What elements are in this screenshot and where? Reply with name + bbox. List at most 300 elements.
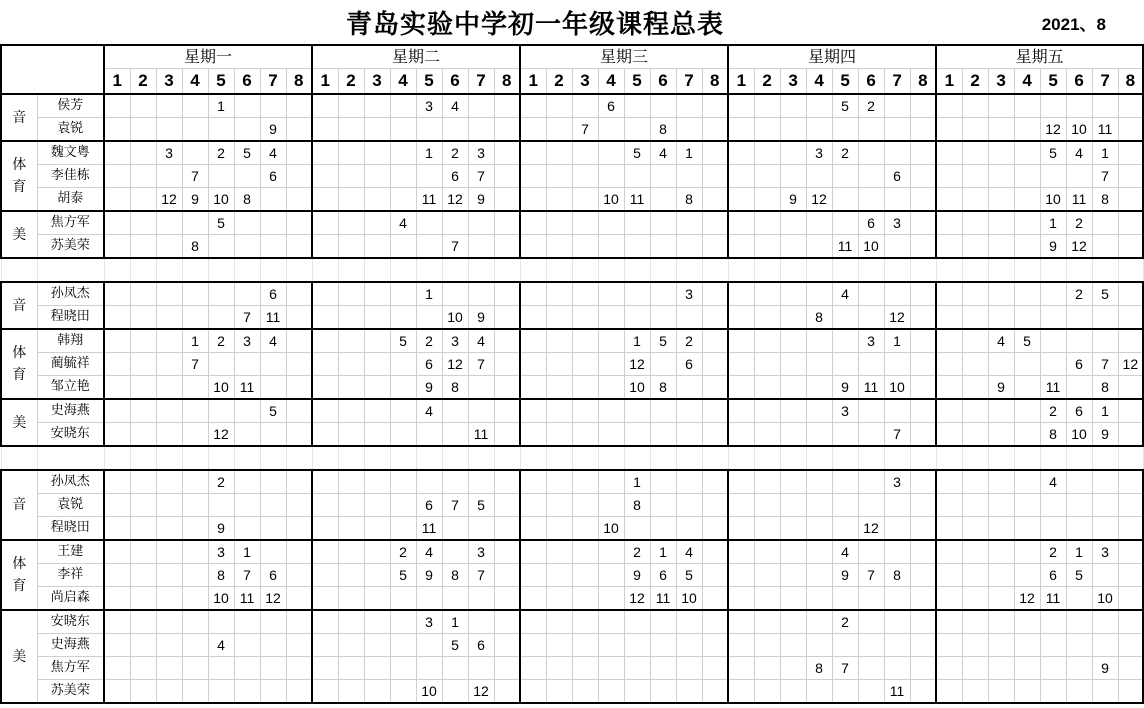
schedule-cell	[208, 680, 234, 704]
schedule-cell: 2	[442, 141, 468, 165]
empty-cell	[1014, 258, 1040, 282]
schedule-cell: 10	[598, 517, 624, 541]
schedule-cell	[988, 188, 1014, 212]
schedule-cell	[1118, 423, 1143, 447]
schedule-cell	[130, 376, 156, 400]
schedule-cell	[728, 680, 754, 704]
schedule-cell	[702, 306, 728, 330]
schedule-cell	[494, 211, 520, 235]
schedule-cell	[416, 587, 442, 611]
empty-cell	[520, 258, 546, 282]
schedule-cell	[780, 329, 806, 353]
schedule-cell	[598, 376, 624, 400]
schedule-cell	[728, 118, 754, 142]
schedule-cell	[728, 188, 754, 212]
schedule-cell	[338, 564, 364, 587]
schedule-cell	[910, 610, 936, 634]
schedule-cell	[260, 94, 286, 118]
schedule-cell	[936, 657, 962, 680]
schedule-cell	[624, 118, 650, 142]
schedule-cell: 5	[624, 141, 650, 165]
schedule-cell	[572, 235, 598, 259]
period-number: 6	[858, 69, 884, 95]
period-number: 7	[1092, 69, 1118, 95]
schedule-cell	[312, 188, 338, 212]
schedule-cell	[650, 517, 676, 541]
schedule-cell: 6	[676, 353, 702, 376]
schedule-cell	[1066, 517, 1092, 541]
schedule-cell	[364, 376, 390, 400]
schedule-cell	[1040, 353, 1066, 376]
schedule-cell	[1118, 540, 1143, 564]
teacher-name: 安晓东	[37, 423, 104, 447]
schedule-cell	[728, 399, 754, 423]
schedule-cell	[520, 94, 546, 118]
period-number: 4	[182, 69, 208, 95]
schedule-cell	[312, 282, 338, 306]
schedule-cell: 4	[988, 329, 1014, 353]
empty-cell	[650, 446, 676, 470]
schedule-cell	[598, 211, 624, 235]
schedule-cell	[728, 517, 754, 541]
schedule-cell	[104, 141, 130, 165]
empty-cell	[1040, 446, 1066, 470]
table-row	[1, 329, 1143, 353]
schedule-cell	[572, 610, 598, 634]
schedule-cell	[286, 376, 312, 400]
schedule-cell	[572, 540, 598, 564]
schedule-cell	[754, 188, 780, 212]
schedule-cell	[546, 470, 572, 494]
empty-cell	[806, 258, 832, 282]
schedule-cell	[884, 610, 910, 634]
schedule-cell	[286, 564, 312, 587]
schedule-cell	[936, 165, 962, 188]
period-number: 5	[1040, 69, 1066, 95]
schedule-cell: 7	[468, 353, 494, 376]
schedule-cell	[286, 470, 312, 494]
schedule-cell	[884, 141, 910, 165]
schedule-cell	[728, 564, 754, 587]
empty-cell	[1, 446, 37, 470]
schedule-cell	[1014, 282, 1040, 306]
schedule-cell	[650, 211, 676, 235]
table-row	[1, 165, 1143, 188]
schedule-cell	[728, 610, 754, 634]
subject-category	[1, 211, 37, 258]
schedule-cell	[130, 211, 156, 235]
schedule-cell	[520, 235, 546, 259]
schedule-cell	[858, 188, 884, 212]
schedule-cell	[104, 235, 130, 259]
schedule-cell: 11	[624, 188, 650, 212]
schedule-cell	[1066, 494, 1092, 517]
schedule-cell	[546, 94, 572, 118]
schedule-cell	[936, 376, 962, 400]
schedule-cell	[702, 423, 728, 447]
schedule-cell	[1092, 610, 1118, 634]
schedule-cell	[858, 306, 884, 330]
schedule-cell	[390, 235, 416, 259]
period-number: 4	[598, 69, 624, 95]
schedule-cell	[182, 540, 208, 564]
schedule-cell: 12	[442, 188, 468, 212]
schedule-cell	[390, 494, 416, 517]
schedule-cell: 6	[416, 494, 442, 517]
schedule-cell: 12	[208, 423, 234, 447]
schedule-cell	[884, 587, 910, 611]
schedule-cell: 12	[468, 680, 494, 704]
empty-cell	[520, 446, 546, 470]
schedule-cell	[1014, 517, 1040, 541]
schedule-cell: 7	[468, 564, 494, 587]
schedule-cell	[858, 494, 884, 517]
schedule-cell	[962, 564, 988, 587]
schedule-cell: 7	[1092, 353, 1118, 376]
schedule-cell	[754, 423, 780, 447]
schedule-cell	[1118, 235, 1143, 259]
schedule-cell	[494, 423, 520, 447]
schedule-cell: 3	[832, 399, 858, 423]
schedule-cell	[338, 399, 364, 423]
schedule-cell	[962, 329, 988, 353]
day-header: 星期四	[728, 45, 936, 69]
empty-cell	[182, 446, 208, 470]
schedule-cell	[1040, 94, 1066, 118]
schedule-cell: 8	[1040, 423, 1066, 447]
title-bar	[0, 0, 1144, 44]
period-number: 6	[442, 69, 468, 95]
table-row	[1, 94, 1143, 118]
period-number: 3	[364, 69, 390, 95]
schedule-cell	[572, 470, 598, 494]
schedule-cell	[364, 399, 390, 423]
schedule-cell	[676, 94, 702, 118]
empty-cell	[208, 446, 234, 470]
schedule-cell	[806, 118, 832, 142]
schedule-cell	[754, 141, 780, 165]
schedule-cell	[442, 118, 468, 142]
schedule-cell	[130, 329, 156, 353]
schedule-cell	[1118, 680, 1143, 704]
period-number: 5	[208, 69, 234, 95]
table-row	[1, 564, 1143, 587]
schedule-cell	[988, 587, 1014, 611]
schedule-cell	[754, 165, 780, 188]
schedule-cell: 12	[806, 188, 832, 212]
schedule-cell	[936, 610, 962, 634]
schedule-cell	[130, 235, 156, 259]
schedule-cell	[728, 94, 754, 118]
schedule-cell: 3	[884, 470, 910, 494]
schedule-cell	[104, 680, 130, 704]
schedule-cell	[962, 235, 988, 259]
schedule-cell	[832, 423, 858, 447]
schedule-cell	[1066, 329, 1092, 353]
schedule-cell	[156, 165, 182, 188]
schedule-cell	[598, 634, 624, 657]
schedule-cell	[754, 399, 780, 423]
schedule-cell	[650, 399, 676, 423]
schedule-cell: 2	[416, 329, 442, 353]
schedule-cell	[494, 634, 520, 657]
schedule-cell	[702, 634, 728, 657]
schedule-cell	[728, 235, 754, 259]
schedule-cell	[338, 306, 364, 330]
schedule-cell	[702, 399, 728, 423]
schedule-cell	[104, 564, 130, 587]
schedule-cell	[962, 657, 988, 680]
schedule-cell	[338, 282, 364, 306]
subject-category	[1, 282, 37, 329]
schedule-cell	[156, 399, 182, 423]
schedule-cell	[546, 165, 572, 188]
schedule-cell	[390, 657, 416, 680]
schedule-cell	[338, 680, 364, 704]
schedule-cell	[910, 399, 936, 423]
empty-cell	[598, 446, 624, 470]
schedule-cell	[754, 329, 780, 353]
empty-cell	[286, 446, 312, 470]
empty-cell	[468, 446, 494, 470]
schedule-cell	[312, 141, 338, 165]
schedule-cell	[936, 141, 962, 165]
schedule-cell: 7	[442, 235, 468, 259]
schedule-cell	[416, 423, 442, 447]
schedule-cell	[494, 610, 520, 634]
teacher-name: 李祥	[37, 564, 104, 587]
schedule-cell	[910, 376, 936, 400]
schedule-cell	[910, 470, 936, 494]
schedule-cell	[494, 94, 520, 118]
schedule-cell	[1118, 211, 1143, 235]
teacher-name: 安晓东	[37, 610, 104, 634]
schedule-cell	[1040, 282, 1066, 306]
schedule-cell	[1092, 517, 1118, 541]
schedule-cell	[130, 657, 156, 680]
schedule-cell: 9	[416, 564, 442, 587]
separator-row	[1, 446, 1143, 470]
schedule-cell	[338, 540, 364, 564]
schedule-cell: 10	[884, 376, 910, 400]
schedule-cell	[754, 94, 780, 118]
schedule-cell	[754, 211, 780, 235]
empty-cell	[780, 258, 806, 282]
schedule-cell	[832, 329, 858, 353]
schedule-cell	[364, 680, 390, 704]
schedule-cell: 2	[624, 540, 650, 564]
schedule-cell	[364, 657, 390, 680]
teacher-name: 焦方军	[37, 211, 104, 235]
schedule-cell	[858, 165, 884, 188]
schedule-cell	[442, 470, 468, 494]
empty-cell	[156, 446, 182, 470]
schedule-cell	[598, 610, 624, 634]
period-number: 3	[156, 69, 182, 95]
schedule-cell	[780, 494, 806, 517]
schedule-cell	[156, 376, 182, 400]
schedule-cell	[130, 141, 156, 165]
schedule-cell	[572, 634, 598, 657]
schedule-cell	[104, 211, 130, 235]
schedule-cell	[494, 517, 520, 541]
schedule-cell: 1	[624, 329, 650, 353]
empty-cell	[234, 258, 260, 282]
schedule-cell	[104, 494, 130, 517]
schedule-cell	[728, 211, 754, 235]
schedule-cell	[1066, 634, 1092, 657]
schedule-cell	[598, 353, 624, 376]
schedule-cell	[702, 587, 728, 611]
separator-row	[1, 258, 1143, 282]
schedule-cell: 7	[858, 564, 884, 587]
schedule-cell	[182, 282, 208, 306]
schedule-cell: 9	[208, 517, 234, 541]
schedule-cell	[104, 587, 130, 611]
schedule-cell	[650, 657, 676, 680]
schedule-cell	[572, 376, 598, 400]
schedule-cell	[780, 610, 806, 634]
schedule-cell: 1	[650, 540, 676, 564]
schedule-cell	[104, 165, 130, 188]
schedule-cell	[884, 282, 910, 306]
schedule-cell	[572, 165, 598, 188]
schedule-cell	[468, 94, 494, 118]
schedule-cell: 8	[650, 118, 676, 142]
schedule-cell	[702, 235, 728, 259]
schedule-cell: 4	[416, 399, 442, 423]
schedule-cell	[754, 587, 780, 611]
schedule-cell	[390, 118, 416, 142]
schedule-cell	[104, 634, 130, 657]
schedule-cell	[1066, 165, 1092, 188]
schedule-cell	[338, 118, 364, 142]
schedule-cell	[1014, 94, 1040, 118]
schedule-cell: 12	[260, 587, 286, 611]
empty-cell	[494, 258, 520, 282]
schedule-cell	[312, 94, 338, 118]
schedule-cell: 4	[650, 141, 676, 165]
period-number: 2	[338, 69, 364, 95]
subject-category	[1, 470, 37, 540]
empty-cell	[338, 258, 364, 282]
schedule-cell	[156, 470, 182, 494]
schedule-cell	[1118, 470, 1143, 494]
schedule-cell: 2	[208, 470, 234, 494]
schedule-cell: 5	[832, 94, 858, 118]
schedule-cell	[910, 211, 936, 235]
schedule-cell	[104, 376, 130, 400]
schedule-cell	[936, 540, 962, 564]
schedule-cell	[416, 306, 442, 330]
table-row	[1, 188, 1143, 212]
schedule-cell	[520, 376, 546, 400]
empty-cell	[1066, 446, 1092, 470]
empty-cell	[884, 446, 910, 470]
schedule-cell	[884, 235, 910, 259]
schedule-cell	[338, 141, 364, 165]
schedule-cell	[390, 470, 416, 494]
schedule-cell: 10	[1066, 118, 1092, 142]
schedule-cell	[234, 353, 260, 376]
schedule-cell	[832, 587, 858, 611]
schedule-cell: 12	[1040, 118, 1066, 142]
schedule-cell	[156, 118, 182, 142]
schedule-cell	[312, 423, 338, 447]
schedule-cell	[338, 376, 364, 400]
schedule-cell: 6	[598, 94, 624, 118]
schedule-cell: 8	[442, 376, 468, 400]
schedule-cell	[572, 680, 598, 704]
schedule-cell	[676, 680, 702, 704]
day-header: 星期三	[520, 45, 728, 69]
schedule-cell	[702, 657, 728, 680]
schedule-cell	[520, 680, 546, 704]
schedule-cell	[806, 235, 832, 259]
schedule-cell: 5	[208, 211, 234, 235]
schedule-cell	[572, 353, 598, 376]
period-number: 4	[390, 69, 416, 95]
schedule-cell	[858, 282, 884, 306]
schedule-cell: 4	[1066, 141, 1092, 165]
schedule-cell	[1118, 376, 1143, 400]
schedule-cell	[572, 517, 598, 541]
empty-cell	[910, 258, 936, 282]
schedule-cell	[364, 353, 390, 376]
schedule-cell	[338, 423, 364, 447]
schedule-cell	[962, 634, 988, 657]
schedule-cell	[832, 306, 858, 330]
schedule-cell	[936, 680, 962, 704]
schedule-cell	[598, 329, 624, 353]
schedule-cell	[728, 165, 754, 188]
schedule-cell	[156, 282, 182, 306]
schedule-cell: 1	[1092, 141, 1118, 165]
schedule-cell: 5	[676, 564, 702, 587]
empty-cell	[442, 258, 468, 282]
schedule-cell	[338, 211, 364, 235]
schedule-cell	[416, 657, 442, 680]
schedule-cell: 4	[390, 211, 416, 235]
schedule-cell	[676, 235, 702, 259]
empty-cell	[37, 446, 104, 470]
schedule-cell	[156, 564, 182, 587]
schedule-cell	[728, 353, 754, 376]
schedule-cell	[442, 540, 468, 564]
schedule-cell	[338, 329, 364, 353]
schedule-cell	[364, 118, 390, 142]
schedule-cell	[364, 517, 390, 541]
schedule-cell	[494, 141, 520, 165]
schedule-cell	[1092, 494, 1118, 517]
period-header-row	[1, 69, 1143, 95]
empty-cell	[988, 446, 1014, 470]
empty-cell	[754, 446, 780, 470]
schedule-cell	[806, 282, 832, 306]
empty-cell	[546, 258, 572, 282]
schedule-cell: 3	[858, 329, 884, 353]
schedule-cell: 12	[442, 353, 468, 376]
schedule-cell: 2	[1040, 540, 1066, 564]
schedule-cell	[1040, 517, 1066, 541]
schedule-cell: 9	[468, 188, 494, 212]
schedule-cell	[208, 399, 234, 423]
schedule-cell	[910, 494, 936, 517]
empty-cell	[312, 446, 338, 470]
subject-category	[1, 329, 37, 399]
schedule-cell: 10	[208, 376, 234, 400]
schedule-cell	[572, 399, 598, 423]
